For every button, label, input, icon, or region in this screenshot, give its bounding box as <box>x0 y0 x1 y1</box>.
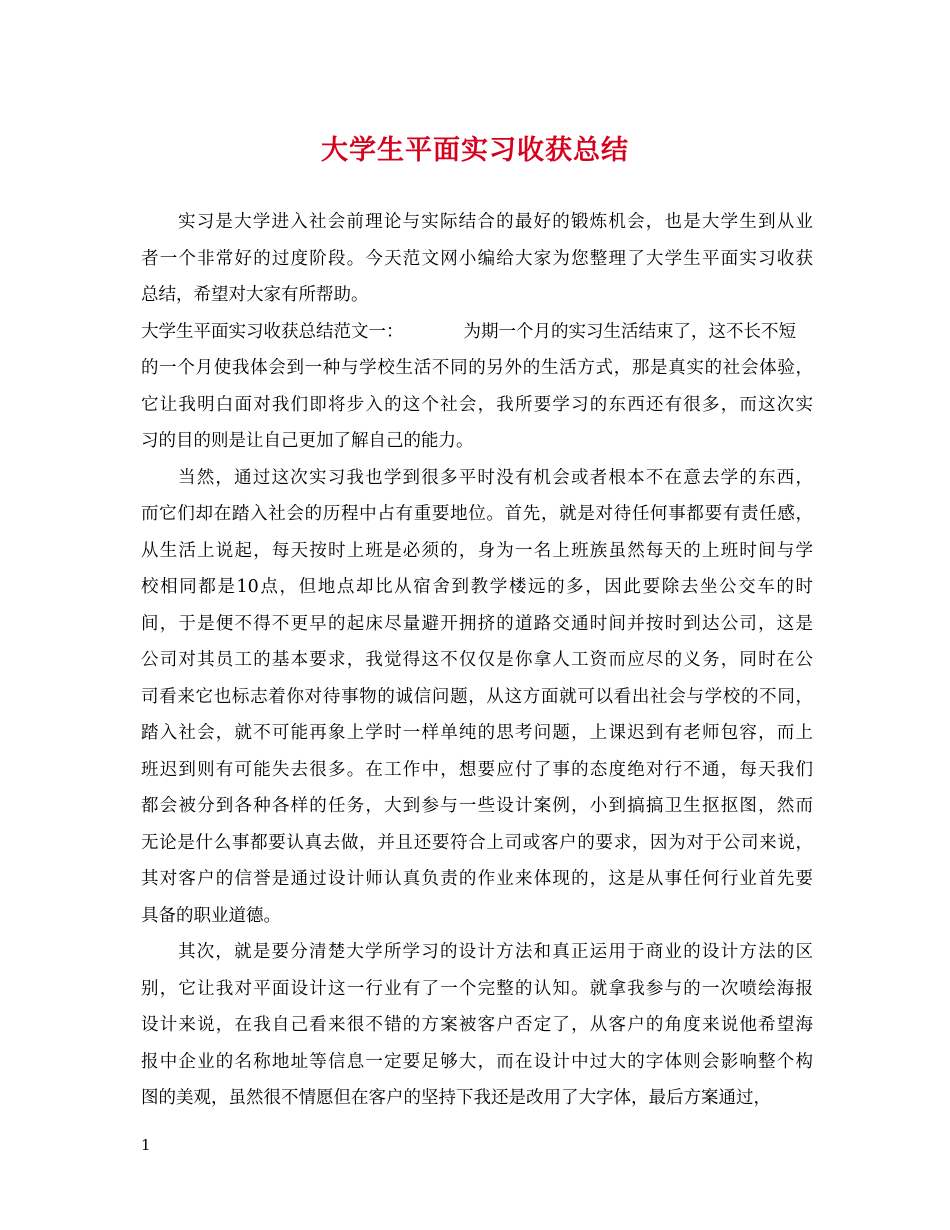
text-line: 的一个月使我体会到一种与学校生活不同的另外的生活方式，那是真实的社会体验， <box>141 358 813 378</box>
text-line: 实习是大学进入社会前理论与实际结合的最好的锻炼机会，也是大学生到从业 <box>178 212 813 232</box>
text-line: 别，它让我对平面设计这一行业有了一个完整的认知。就拿我参与的一次喷绘海报 <box>141 978 813 999</box>
text-line: 司看来它也标志着你对待事物的诚信问题，从这方面就可以看出社会与学校的不同， <box>141 686 813 707</box>
paragraph <box>141 460 813 935</box>
text-line: 图的美观，虽然很不情愿但在客户的坚持下我还是改用了大字体，最后方案通过， <box>141 1088 771 1108</box>
text-line: 报中企业的名称地址等信息一定要足够大，而在设计中过大的字体则会影响整个构 <box>141 1051 813 1072</box>
document-body <box>141 204 813 1117</box>
section-heading: 大学生平面实习收获总结范文一： <box>141 321 404 342</box>
text-line: 都会被分到各种各样的任务，大到参与一些设计案例，小到搞搞卫生抠抠图，然而 <box>141 796 813 816</box>
text-line: 它让我明白面对我们即将步入的这个社会，我所要学习的东西还有很多，而这次实 <box>141 394 813 415</box>
paragraph <box>141 204 813 314</box>
text-line: 班迟到则有可能失去很多。在工作中，想要应付了事的态度绝对行不通，每天我们 <box>141 759 813 780</box>
text-line: 从生活上说起，每天按时上班是必须的，身为一名上班族虽然每天的上班时间与学 <box>141 540 813 561</box>
text-line: 其次，就是要分清楚大学所学习的设计方法和真正运用于商业的设计方法的区 <box>178 942 813 962</box>
text-line: 总结，希望对大家有所帮助。 <box>141 285 369 305</box>
text-line: 当然，通过这次实习我也学到很多平时没有机会或者根本不在意去学的东西， <box>178 467 813 488</box>
text-line <box>141 314 813 351</box>
text-line: 其对客户的信誉是通过设计师认真负责的作业来体现的，这是从事任何行业首先要 <box>141 869 813 889</box>
paragraph <box>141 934 813 1117</box>
text-line: 而它们却在踏入社会的历程中占有重要地位。首先，就是对待任何事都要有责任感， <box>141 504 813 524</box>
text-line: 间，于是便不得不更早的起床尽量避开拥挤的道路交通时间并按时到达公司，这是 <box>141 613 813 634</box>
text-line: 习的目的则是让自己更加了解自己的能力。 <box>141 431 474 451</box>
document-title: 大学生平面实习收获总结 <box>321 135 629 166</box>
text-line: 者一个非常好的过度阶段。今天范文网小编给大家为您整理了大学生平面实习收获 <box>141 248 813 269</box>
text-line: 公司对其员工的基本要求，我觉得这不仅仅是你拿人工资而应尽的义务，同时在公 <box>141 650 813 670</box>
text-line: 校相同都是10点，但地点却比从宿舍到教学楼远的多，因此要除去坐公交车的时 <box>141 577 813 597</box>
text-line: 设计来说，在我自己看来很不错的方案被客户否定了，从客户的角度来说他希望海 <box>141 1015 813 1035</box>
page-number: 1 <box>141 1136 151 1154</box>
text-line: 具备的职业道德。 <box>141 905 281 926</box>
text-span: 为期一个月的实习生活结束了，这不长不短 <box>463 321 796 342</box>
paragraph <box>141 314 813 460</box>
text-line: 踏入社会，就不可能再象上学时一样单纯的思考问题，上课迟到有老师包容，而上 <box>141 723 813 743</box>
text-line: 无论是什么事都要认真去做，并且还要符合上司或客户的要求，因为对于公司来说， <box>141 832 813 853</box>
